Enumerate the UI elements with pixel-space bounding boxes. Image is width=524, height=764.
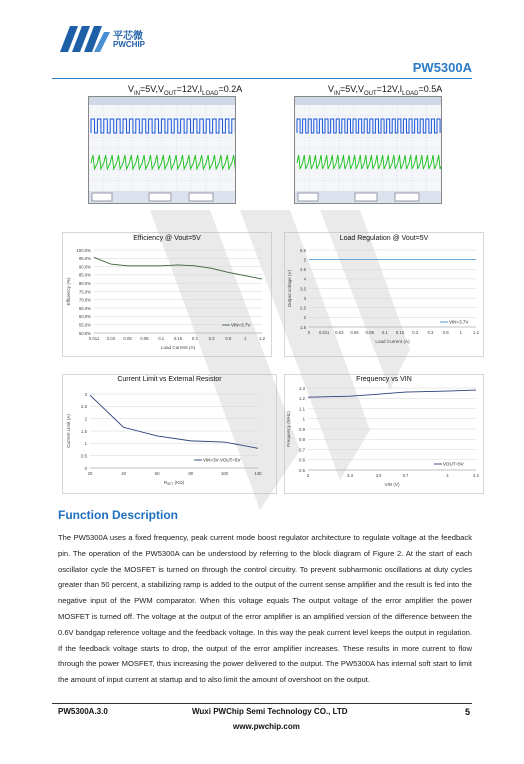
x-tick-label: 0.15 — [395, 330, 405, 335]
efficiency-chart — [62, 232, 272, 357]
footer-company: Wuxi PWChip Semi Technology CO., LTD — [192, 707, 348, 716]
header — [0, 0, 524, 80]
load-regulation-chart — [284, 232, 484, 357]
y-tick-label: 5.5 — [300, 247, 306, 253]
y-tick-label: 2 — [303, 315, 306, 321]
y-tick-label: 55.0% — [78, 322, 91, 328]
x-tick-label: 0.011 — [318, 330, 330, 335]
scope-trigger-box — [395, 193, 419, 201]
logo-cn-text: 平芯微 — [113, 31, 143, 42]
watermark-logo — [150, 150, 410, 570]
y-tick-label: 2.5 — [81, 404, 87, 410]
x-tick-label: 0 — [307, 330, 311, 335]
y-tick-label: 100.0% — [76, 247, 91, 253]
scope-channel-box — [92, 193, 112, 201]
y-tick-label: 70.0% — [78, 297, 91, 303]
y-tick-label: 4 — [303, 276, 306, 282]
part-number: PW5300A — [412, 60, 472, 75]
x-tick-label: 4 — [446, 473, 449, 478]
scope-screenshot-1 — [88, 96, 236, 204]
scope-channel-box — [298, 193, 318, 201]
chart-frame — [63, 375, 277, 494]
function-description-paragraph: The PW5300A uses a fixed frequency, peak current mode boost regulator architecture to regulate voltage at the feedback pin. The operation of the PW5300A can be understood by referring to the block diagram of Figure 2. At the start of each oscillator cycle the MOSFET is turned on through the control circuitry. To prevent subharmonic oscillations at duty cycles greater than 50 percent, a stabilizing ramp is added to the output of the current sense amplifier and the result is fed into the negative input of the PWM comparator. When this voltage equals The output voltage of the error amplifier the power MOSFET is turned off. The voltage at the output of the error amplifier is an amplified version of the difference between the 0.6V bandgap reference voltage and the feedback voltage. In this way the peak current level keeps the output in regulation. If the feedback voltage starts to drop, the output of the error amplifier increases. These results in more current to flow through the power MOSFET, thus increasing the power delivered to the output. The PW5300A has internal soft start to limit the amount of input current at startup and to also limit the amount of overshoot on the output. — [58, 533, 472, 685]
legend-label: VIN=3.7V — [231, 322, 251, 328]
y-tick-label: 1.5 — [300, 324, 306, 330]
series-line — [90, 395, 258, 448]
company-logo-icon — [60, 22, 110, 56]
y-tick-label: 0 — [84, 465, 87, 471]
y-axis-label: Current Limit (A) — [66, 414, 71, 448]
x-tick-label: 0.3 — [208, 336, 215, 341]
x-tick-label: 3.7 — [402, 473, 409, 478]
y-tick-label: 1.2 — [299, 396, 305, 402]
logo-en-text: PWCHIP — [113, 40, 145, 49]
y-tick-label: 1.5 — [81, 428, 87, 434]
y-axis-label: Frequency (MHz) — [286, 411, 291, 447]
x-tick-label: 1 — [459, 330, 463, 335]
y-tick-label: 0.7 — [299, 447, 305, 453]
x-tick-label: 1.2 — [473, 330, 479, 335]
y-tick-label: 4.5 — [300, 267, 306, 273]
y-tick-label: 80.0% — [78, 281, 91, 286]
y-tick-label: 1.1 — [299, 406, 305, 412]
series-line — [308, 390, 476, 397]
x-tick-label: 0.8 — [442, 330, 449, 335]
x-tick-label: 1 — [244, 336, 247, 341]
legend-label: VOUT=5V — [443, 461, 464, 467]
x-axis-label: Load Current (A) — [375, 339, 410, 344]
x-tick-label: 0.2 — [412, 330, 419, 335]
x-axis-label: Load Current (A) — [160, 345, 196, 350]
x-tick-label: 0.8 — [225, 336, 232, 341]
x-tick-label: 100 — [220, 471, 228, 476]
scope-caption-1: $V_{IN}=5V,V_{OUT}=12V,I_{LOAD}=0.2A$ — [128, 84, 243, 97]
x-tick-label: 0.03 — [106, 336, 115, 341]
y-tick-label: 90.0% — [78, 264, 91, 270]
x-tick-label: 0.3 — [427, 330, 434, 335]
x-tick-label: 3 — [306, 473, 310, 478]
load-regulation-plot — [284, 232, 484, 357]
chart-frame — [285, 375, 484, 494]
frequency-plot — [284, 374, 484, 494]
y-tick-label: 50.0% — [78, 330, 91, 336]
y-tick-label: 85.0% — [78, 272, 91, 278]
x-axis-label: $R_{SET}$ (KΩ) — [163, 480, 185, 486]
footer-website: www.pwchip.com — [233, 722, 300, 731]
y-tick-label: 1.3 — [299, 385, 305, 391]
x-tick-label: 0.08 — [140, 336, 149, 341]
x-tick-label: 80 — [188, 471, 194, 476]
x-tick-label: 0.1 — [381, 330, 388, 335]
chart-frame — [285, 233, 484, 357]
y-tick-label: 1 — [302, 416, 305, 422]
scope-trigger-box — [189, 193, 213, 201]
x-tick-label: 0.15 — [173, 336, 183, 341]
chart-title: Frequency vs VIN — [356, 376, 412, 383]
scope-timebase-box — [149, 193, 171, 201]
y-tick-label: 0.9 — [299, 426, 305, 432]
x-tick-label: 0.1 — [158, 336, 165, 341]
y-tick-label: 75.0% — [78, 289, 91, 295]
x-tick-label: 20 — [87, 471, 93, 476]
y-tick-label: 95.0% — [78, 256, 91, 262]
footer-page-number: 5 — [465, 707, 471, 717]
y-tick-label: 2.5 — [300, 305, 306, 311]
header-rule — [52, 78, 472, 79]
x-tick-label: 140 — [254, 471, 262, 476]
y-tick-label: 0.8 — [299, 437, 305, 443]
x-tick-label: 0.08 — [365, 330, 374, 335]
chart-title: Current Limit vs External Resistor — [117, 376, 222, 383]
series-line — [94, 257, 262, 279]
footer-rule — [52, 703, 472, 704]
x-tick-label: 1.2 — [259, 336, 265, 341]
x-tick-label: 0.2 — [191, 336, 198, 341]
x-axis-label: VIN (V) — [384, 482, 400, 487]
section-title: Function Description — [58, 508, 178, 522]
x-tick-label: 0.011 — [88, 336, 100, 341]
y-tick-label: 3 — [84, 391, 87, 397]
current-limit-chart — [62, 374, 277, 494]
x-tick-label: 3.5 — [375, 473, 382, 478]
y-tick-label: 3.5 — [300, 286, 306, 292]
legend-label: VIN=3.7V — [449, 319, 469, 325]
y-tick-label: 65.0% — [78, 305, 91, 311]
y-axis-label: Efficiency (%) — [66, 277, 71, 306]
scope-top-bar — [295, 97, 441, 105]
efficiency-plot — [62, 232, 272, 357]
chart-title: Load Regulation @ Vout=5V — [339, 235, 429, 242]
y-tick-label: 5 — [303, 257, 306, 263]
current-limit-plot — [62, 374, 277, 494]
scope-screenshot-2 — [294, 96, 442, 204]
x-tick-label: 3.3 — [347, 473, 353, 478]
chart-title: Efficiency @ Vout=5V — [133, 235, 201, 242]
y-tick-label: 2 — [84, 416, 87, 422]
legend-label: VIN=3V VOUT=5V — [203, 457, 241, 463]
scope-caption-2: $V_{IN}=5V,V_{OUT}=12V,I_{LOAD}=0.5A$ — [328, 84, 443, 97]
x-tick-label: 40 — [121, 471, 126, 476]
footer-doc-id: PW5300A.3.0 — [58, 707, 108, 716]
x-tick-label: 0.03 — [335, 330, 344, 335]
y-tick-label: 3 — [303, 295, 306, 301]
x-tick-label: 0.05 — [123, 336, 132, 341]
x-tick-label: 4.2 — [473, 473, 479, 478]
x-tick-label: 60 — [154, 471, 160, 476]
y-tick-label: 0.6 — [299, 457, 305, 463]
y-tick-label: 60.0% — [78, 314, 91, 320]
scope-top-bar — [89, 97, 235, 105]
x-tick-label: 0.05 — [350, 330, 359, 335]
y-axis-label: Output voltage (V) — [287, 269, 292, 308]
y-tick-label: 1 — [84, 441, 87, 447]
y-tick-label: 0.5 — [299, 467, 305, 473]
frequency-chart — [284, 374, 484, 494]
scope-timebase-box — [355, 193, 377, 201]
y-tick-label: 0.5 — [81, 453, 87, 459]
